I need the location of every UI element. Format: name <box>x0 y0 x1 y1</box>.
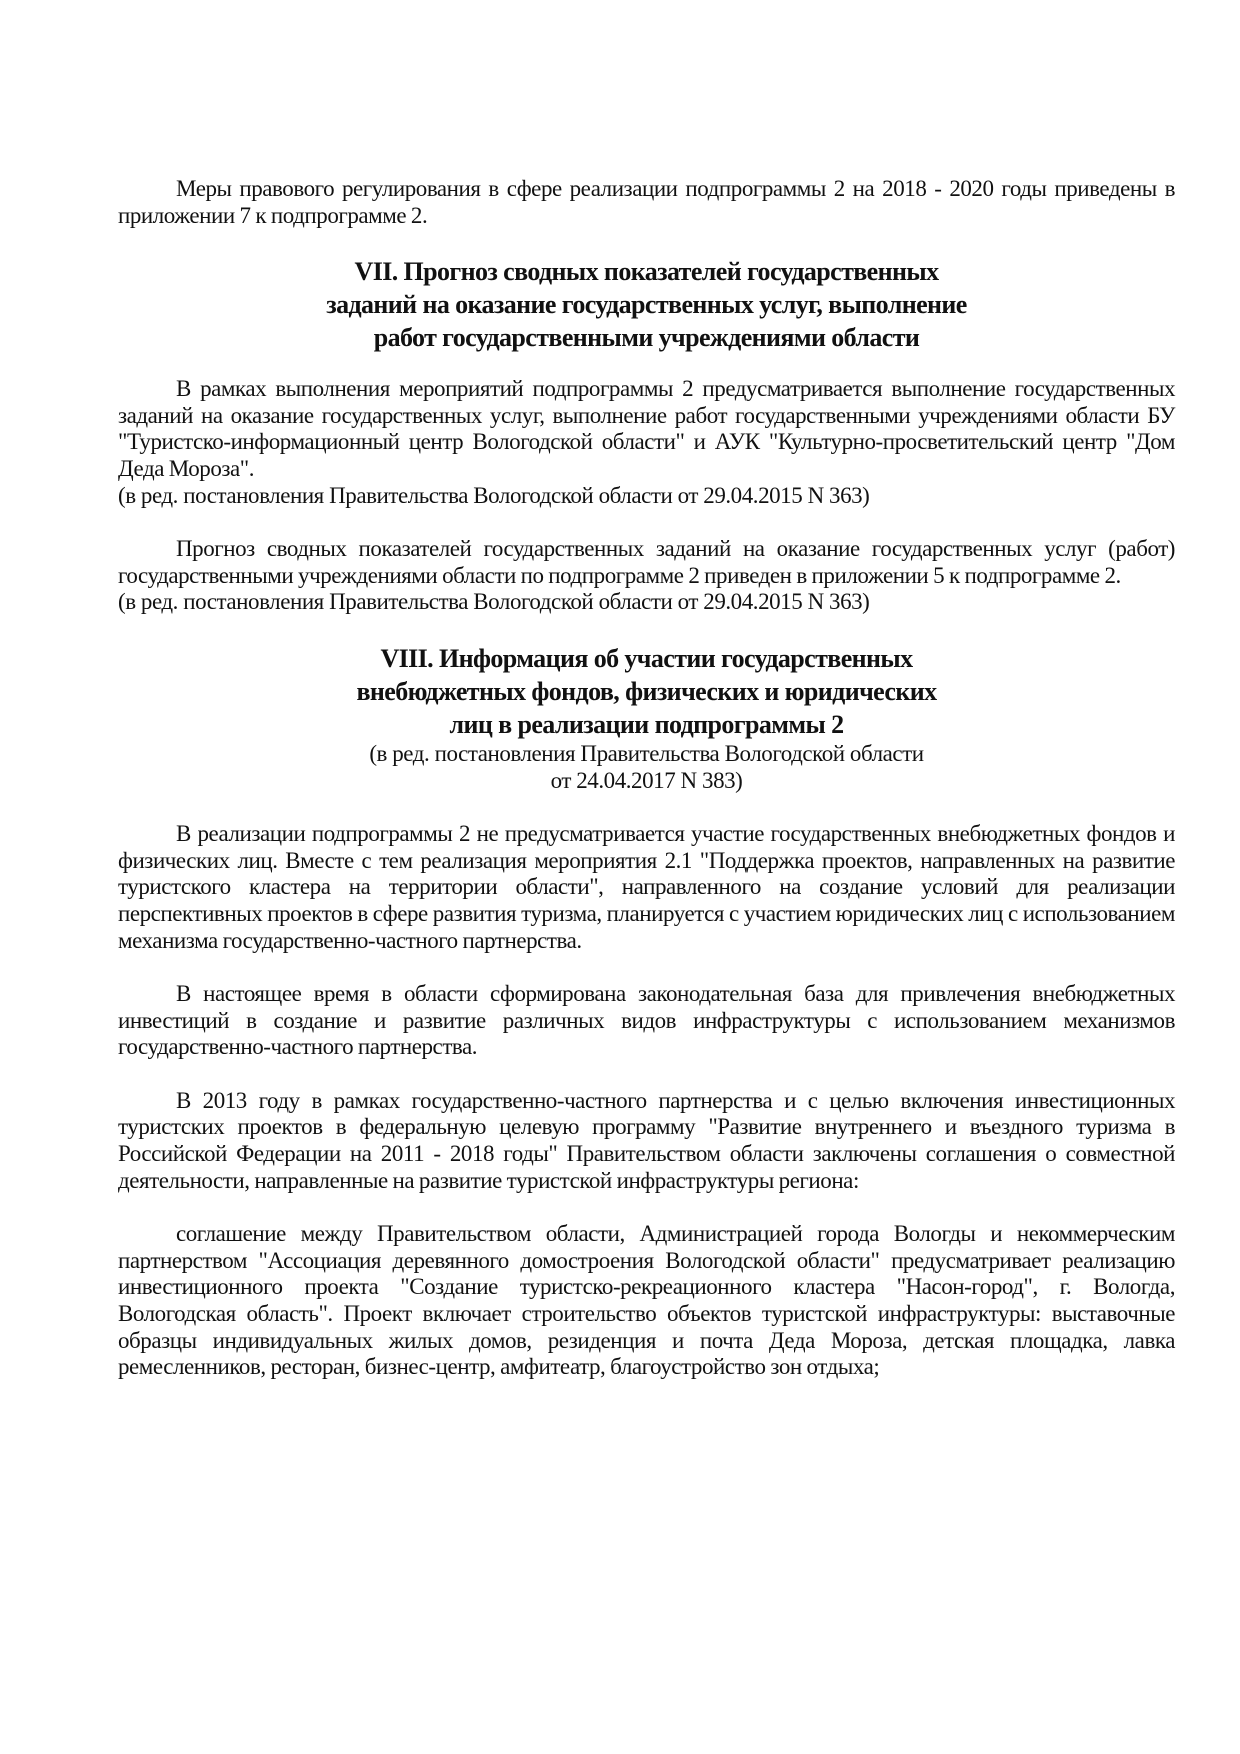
section-7-paragraph-2-amendment: (в ред. постановления Правительства Вологодской области от 29.04.2015 N 363) <box>118 589 870 615</box>
section-7-paragraph-2 <box>118 536 1175 616</box>
section-8-paragraph-4: соглашение между Правительством области, Администрацией города Вологды и некоммерческим партнерством "Ассоциация деревянного домостроения Вологодской области" предусматривает реализацию инвестиционного проекта "Создание туристско-рекреационного кластера "Насон-город", г. Вологда, Вологодская область". Проект включает строительство объектов туристской инфраструктуры: выставочные образцы индивидуальных жилых домов, резиденция и почта Деда Мороза, детская площадка, лавка ремесленников, ресторан, бизнес-центр, амфитеатр, благоустройство зон отдыха; <box>118 1221 1175 1380</box>
section-7-heading-line-3: работ государственными учреждениями области <box>373 323 920 353</box>
section-8-paragraph-3: В 2013 году в рамках государственно-частного партнерства и с целью включения инвестиционных туристских проектов в федеральную целевую программу "Развитие внутреннего и въездного туризма в Российской Федерации на 2011 - 2018 годы" Правительством области заключены соглашения о совместной деятельности, направленные на развитие туристской инфраструктуры региона: <box>118 1087 1175 1193</box>
section-7-paragraph-2-text: Прогноз сводных показателей государственных заданий на оказание государственных услуг (работ) государственными учреждениями области по подпрограмме 2 приведен в приложении 5 к подпрограмме 2. <box>118 536 1175 588</box>
section-8-heading <box>118 642 1175 794</box>
section-8-amendment-line-2: от 24.04.2017 N 383) <box>550 767 743 793</box>
section-8-heading-line-1: VIII. Информация об участии государственных <box>380 643 913 673</box>
section-7-heading <box>118 255 1175 354</box>
section-7-heading-line-2: заданий на оказание государственных услуг, выполнение <box>326 290 967 320</box>
section-8-paragraph-2: В настоящее время в области сформирована законодательная база для привлечения внебюджетных инвестиций в создание и развитие различных видов инфраструктуры с использованием механизмов государственно-частного партнерства. <box>118 981 1175 1060</box>
intro-paragraph: Меры правового регулирования в сфере реализации подпрограммы 2 на 2018 - 2020 годы приведены в приложении 7 к подпрограмме 2. <box>118 176 1175 228</box>
document-page <box>118 176 1175 1381</box>
section-8-paragraph-1: В реализации подпрограммы 2 не предусматривается участие государственных внебюджетных фондов и физических лиц. Вместе с тем реализация мероприятия 2.1 "Поддержка проектов, направленных на развитие туристского кластера на территории области", направленного на создание условий для реализации перспективных проектов в сфере развития туризма, планируется с участием юридических лиц с использованием механизма государственно-частного партнерства. <box>118 821 1175 953</box>
section-8-amendment-line-1: (в ред. постановления Правительства Вологодской области <box>369 740 924 766</box>
section-7-paragraph-1-text: В рамках выполнения мероприятий подпрограммы 2 предусматривается выполнение государственных заданий на оказание государственных услуг, выполнение работ государственными учреждениями области БУ "Туристско-информационный центр Вологодской области" и АУК "Культурно-просветительский центр "Дом Деда Мороза". <box>118 376 1175 481</box>
section-7-heading-line-1: VII. Прогноз сводных показателей государственных <box>354 257 939 287</box>
section-8-heading-line-2: внебюджетных фондов, физических и юридических <box>356 676 937 706</box>
section-7-paragraph-1-amendment: (в ред. постановления Правительства Вологодской области от 29.04.2015 N 363) <box>118 482 870 508</box>
section-7-paragraph-1 <box>118 376 1175 509</box>
section-8-heading-line-3: лиц в реализации подпрограммы 2 <box>449 709 844 739</box>
